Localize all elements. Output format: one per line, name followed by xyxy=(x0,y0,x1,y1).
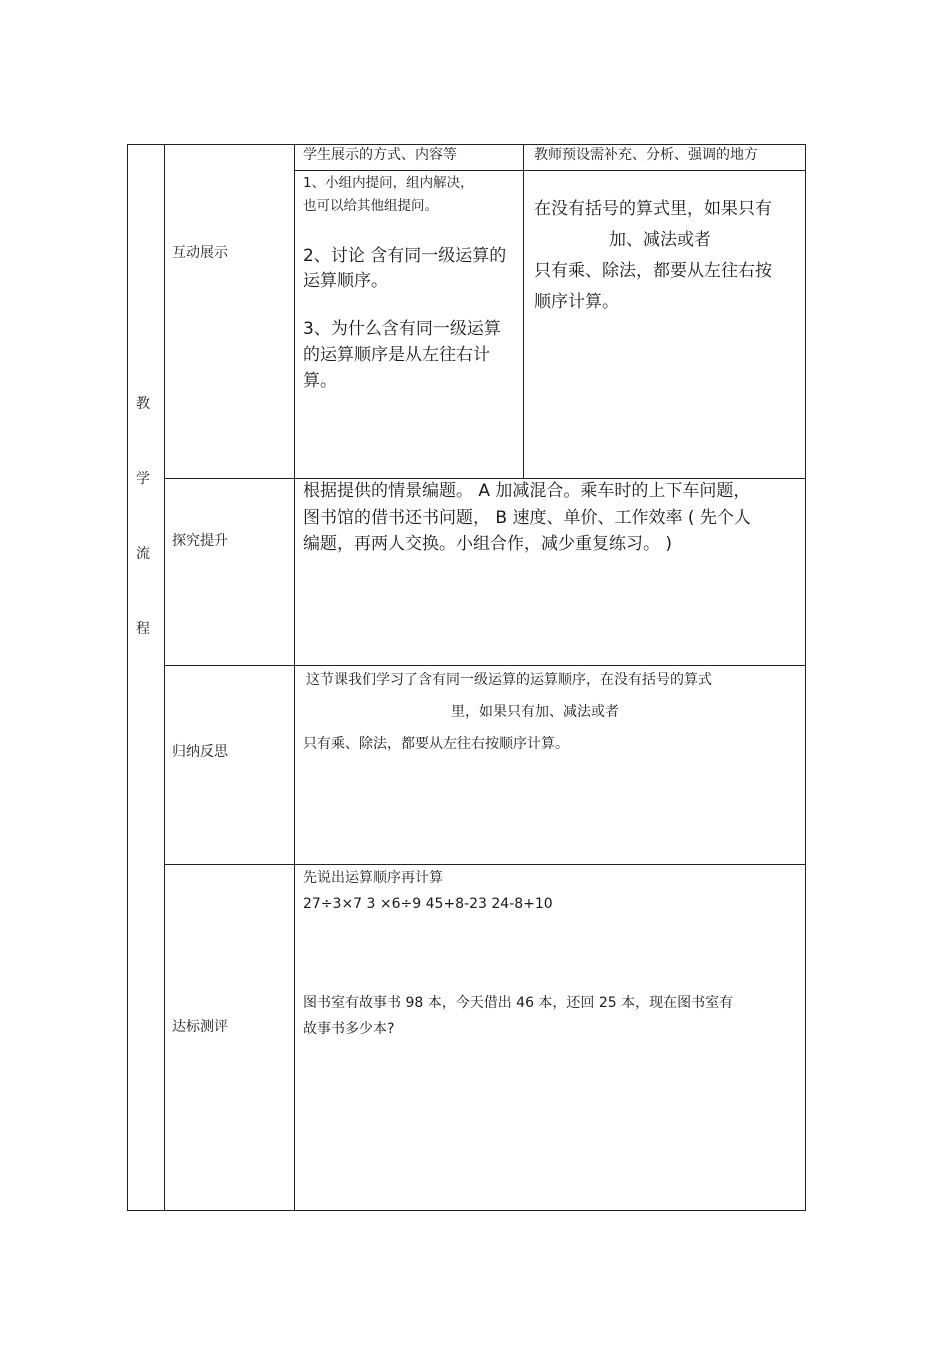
section-char-4: 程 xyxy=(136,621,150,637)
explore-line1: 根据提供的情景编题。 A 加减混合。乘车时的上下车问题， xyxy=(303,481,751,501)
teacher-note-line3: 只有乘、除法，都要从左往右按 xyxy=(534,261,772,281)
row-label-summary: 归纳反思 xyxy=(172,744,228,760)
teacher-note-line2: 加、减法或者 xyxy=(609,230,711,250)
teacher-note-line1: 在没有括号的算式里，如果只有 xyxy=(534,199,772,219)
student-item1-line1: 1、小组内提问，组内解决， xyxy=(303,175,474,191)
divider-label xyxy=(294,144,295,1211)
assessment-line1: 先说出运算顺序再计算 xyxy=(303,870,443,886)
section-char-2: 学 xyxy=(136,471,150,487)
divider-section xyxy=(164,144,165,1211)
border-left xyxy=(127,144,128,1211)
assessment-word-problem-line1: 图书室有故事书 98 本，今天借出 46 本，还回 25 本，现在图书室有 xyxy=(303,995,734,1011)
header-teacher-column: 教师预设需补充、分析、强调的地方 xyxy=(534,147,758,163)
explore-line3: 编题，再两人交换。小组合作，减少重复练习。 ) xyxy=(303,534,673,554)
section-char-3: 流 xyxy=(136,546,150,562)
student-item3-line2: 的运算顺序是从左往右计 xyxy=(303,345,490,365)
row-label-assessment: 达标测评 xyxy=(172,1019,228,1035)
divider-row1 xyxy=(164,478,806,479)
section-char-1: 教 xyxy=(136,396,150,412)
summary-line3: 只有乘、除法，都要从左往右按顺序计算。 xyxy=(303,736,569,752)
assessment-word-problem-line2: 故事书多少本? xyxy=(303,1021,395,1037)
summary-line2: 里，如果只有加、减法或者 xyxy=(451,704,619,720)
student-item3-line3: 算。 xyxy=(303,371,337,391)
divider-row2 xyxy=(164,665,806,666)
divider-row3 xyxy=(164,864,806,865)
student-item2-line2: 运算顺序。 xyxy=(303,271,388,291)
row-label-explore: 探究提升 xyxy=(172,533,228,549)
assessment-expressions: 27÷3×7 3 ×6÷9 45+8-23 24-8+10 xyxy=(303,896,553,912)
border-right xyxy=(805,144,806,1211)
divider-header xyxy=(294,170,806,171)
row-label-interactive: 互动展示 xyxy=(172,245,228,261)
student-item3-line1: 3、为什么含有同一级运算 xyxy=(303,319,501,339)
explore-line2: 图书馆的借书还书问题， B 速度、单价、工作效率 ( 先个人 xyxy=(303,508,751,528)
divider-columns xyxy=(523,144,524,479)
summary-line1: 这节课我们学习了含有同一级运算的运算顺序，在没有括号的算式 xyxy=(306,672,712,688)
teacher-note-line4: 顺序计算。 xyxy=(534,292,619,312)
border-top xyxy=(127,144,806,145)
student-item2-line1: 2、讨论 含有同一级运算的 xyxy=(303,246,507,266)
border-bottom xyxy=(127,1210,806,1211)
header-student-column: 学生展示的方式、内容等 xyxy=(303,147,457,163)
student-item1-line2: 也可以给其他组提问。 xyxy=(303,198,438,214)
